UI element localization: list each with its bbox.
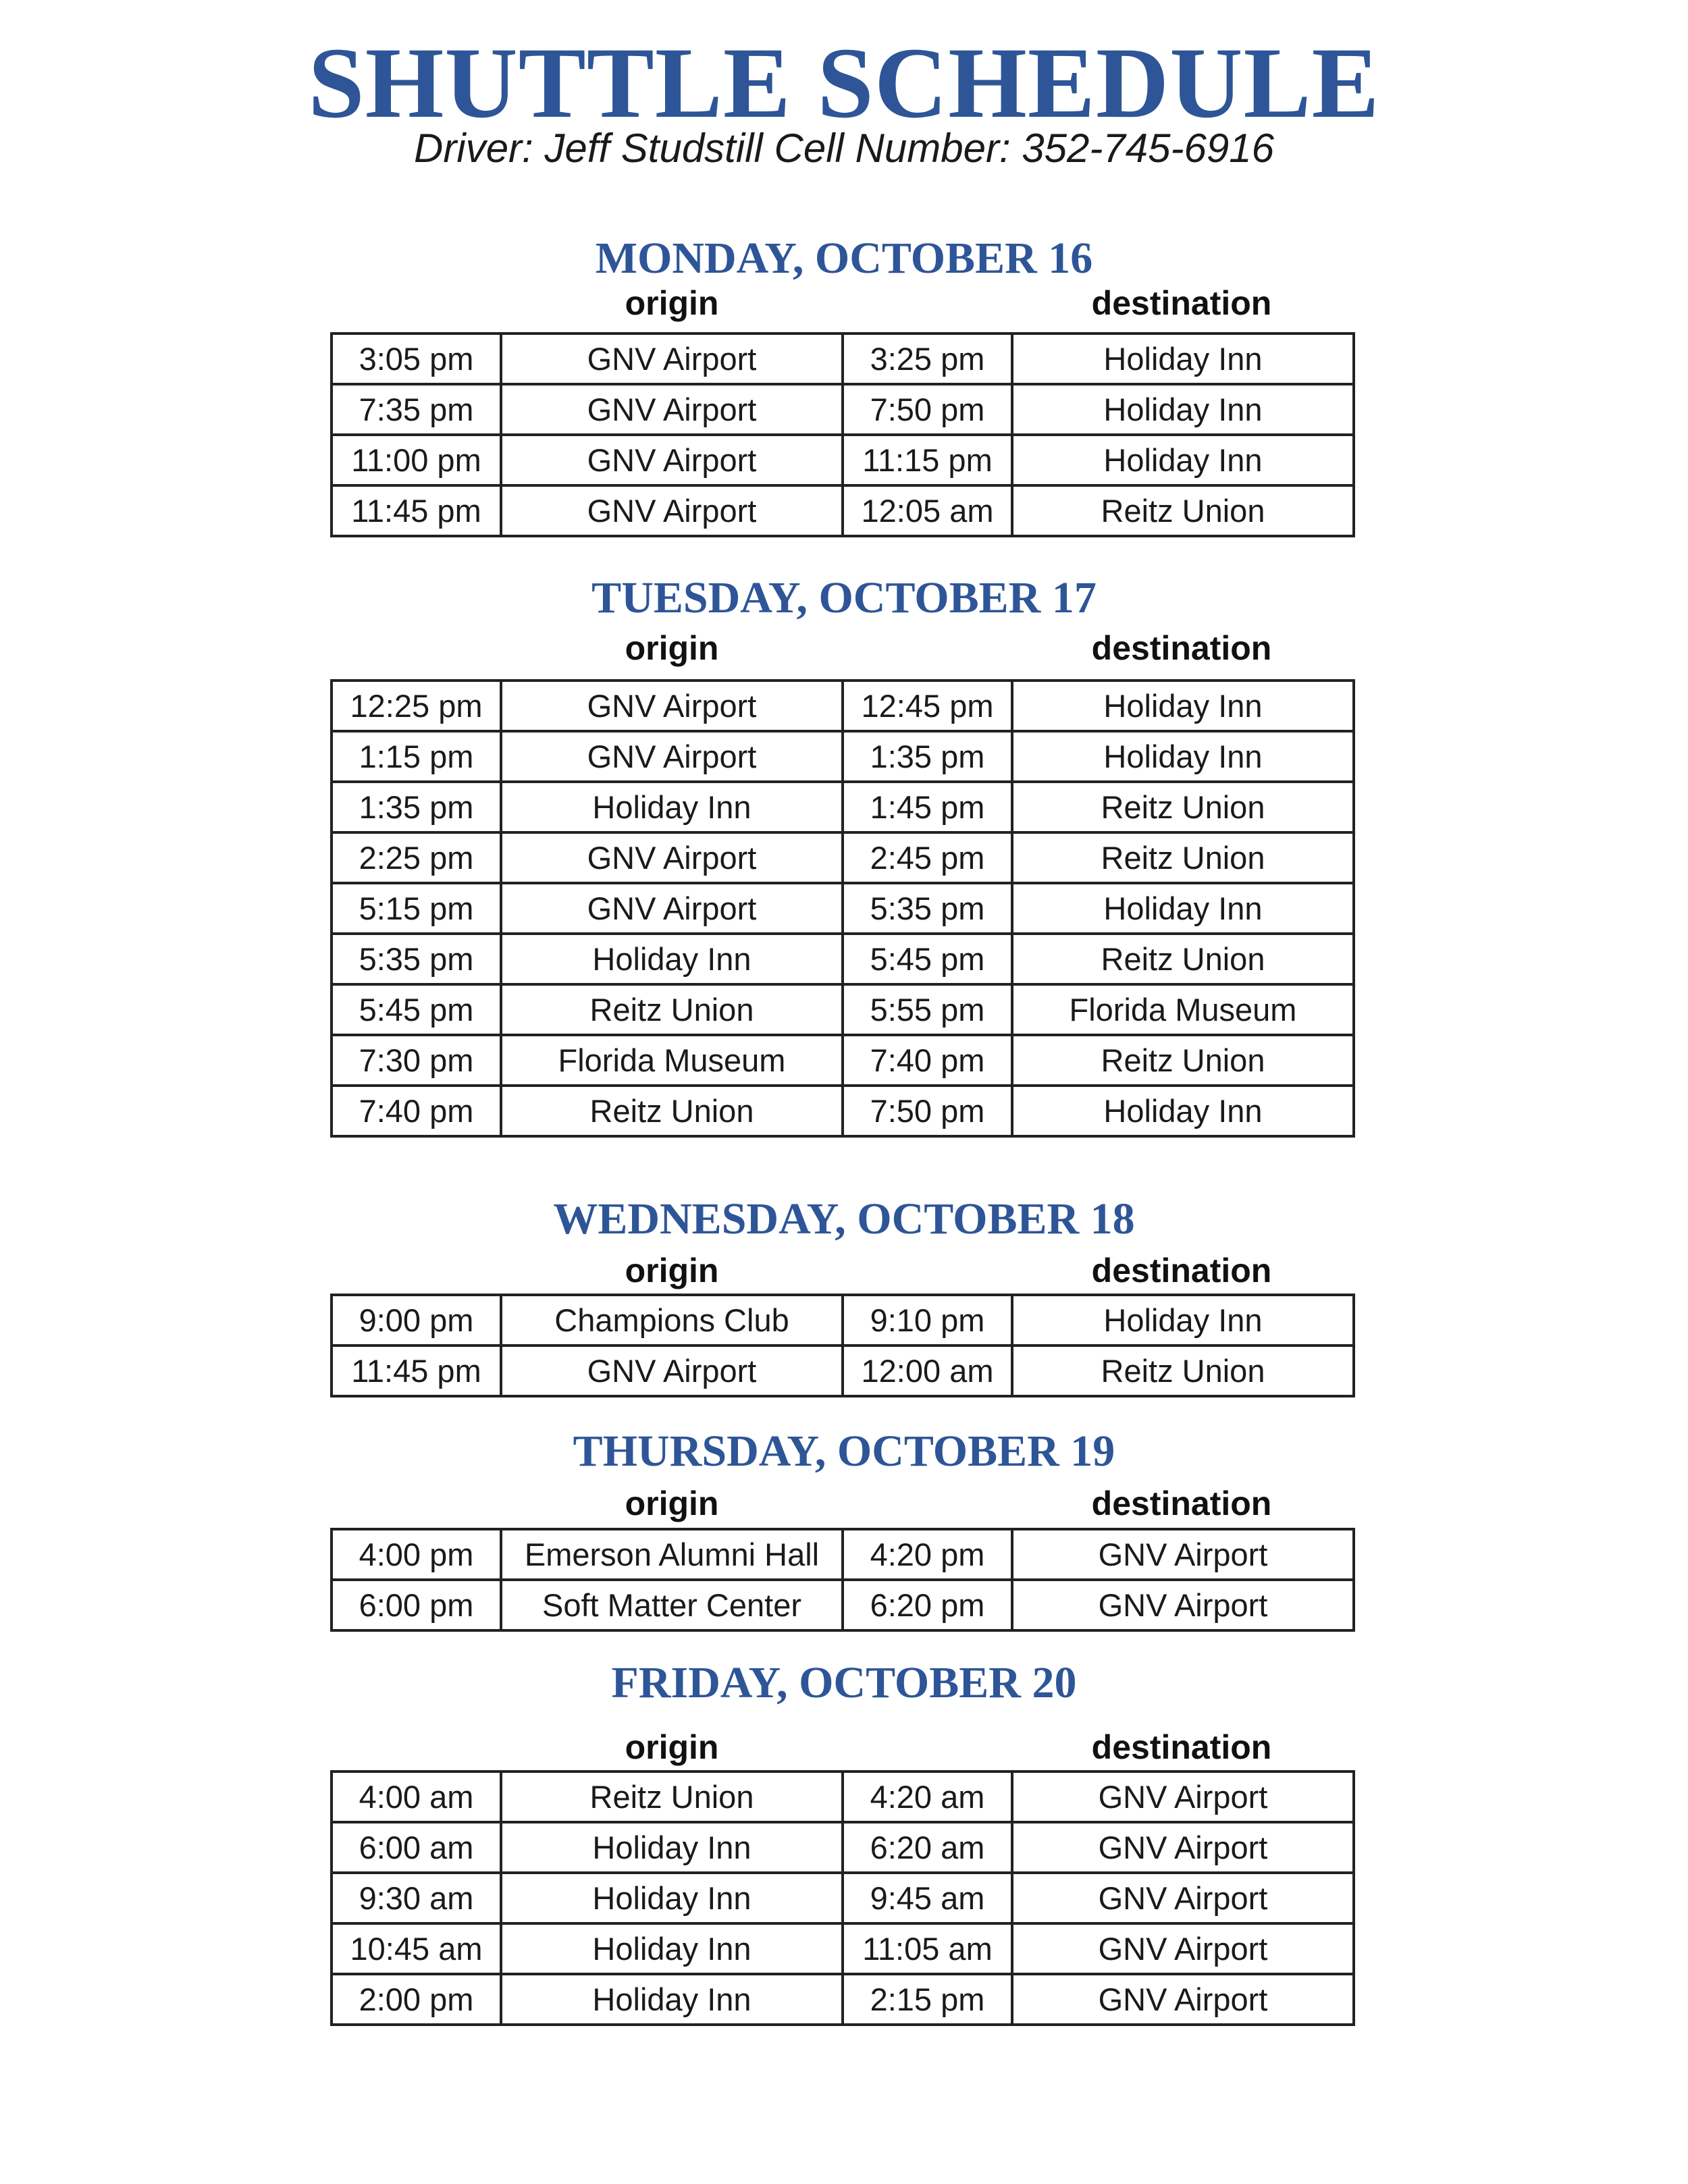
day-title: MONDAY, OCTOBER 16 [595, 234, 1093, 283]
arrive-time: 2:45 pm [843, 832, 1012, 883]
origin-cell: GNV Airport [501, 883, 843, 934]
destination-cell: Holiday Inn [1012, 731, 1354, 782]
depart-time: 9:30 am [332, 1873, 501, 1923]
depart-time: 1:35 pm [332, 782, 501, 832]
origin-cell: Holiday Inn [501, 1923, 843, 1974]
origin-cell: GNV Airport [501, 681, 843, 731]
table-row [332, 1035, 1354, 1086]
destination-cell: GNV Airport [1012, 1873, 1354, 1923]
day-title: WEDNESDAY, OCTOBER 18 [553, 1194, 1135, 1244]
table-row [332, 782, 1354, 832]
arrive-time: 12:05 am [843, 485, 1012, 536]
origin-header: origin [625, 1485, 719, 1522]
table-row [332, 435, 1354, 485]
day-title: TUESDAY, OCTOBER 17 [591, 573, 1097, 622]
destination-cell: Reitz Union [1012, 1346, 1354, 1396]
table-row [332, 883, 1354, 934]
destination-cell: GNV Airport [1012, 1529, 1354, 1580]
destination-cell: Reitz Union [1012, 485, 1354, 536]
origin-cell: Champions Club [501, 1295, 843, 1346]
destination-cell: Florida Museum [1012, 984, 1354, 1035]
day-title: THURSDAY, OCTOBER 19 [573, 1427, 1115, 1476]
destination-header: destination [1091, 1485, 1272, 1522]
table-row [332, 485, 1354, 536]
origin-header: origin [625, 629, 719, 667]
destination-cell: Holiday Inn [1012, 334, 1354, 384]
schedule-table [330, 679, 1355, 1138]
origin-cell: GNV Airport [501, 1346, 843, 1396]
origin-cell: Holiday Inn [501, 1822, 843, 1873]
origin-cell: GNV Airport [501, 731, 843, 782]
table-row [332, 1580, 1354, 1630]
table-row [332, 1822, 1354, 1873]
table-row [332, 731, 1354, 782]
depart-time: 5:15 pm [332, 883, 501, 934]
destination-cell: GNV Airport [1012, 1822, 1354, 1873]
table-row [332, 1529, 1354, 1580]
table-row [332, 384, 1354, 435]
depart-time: 3:05 pm [332, 334, 501, 384]
arrive-time: 3:25 pm [843, 334, 1012, 384]
depart-time: 1:15 pm [332, 731, 501, 782]
depart-time: 5:45 pm [332, 984, 501, 1035]
depart-time: 11:45 pm [332, 1346, 501, 1396]
depart-time: 6:00 am [332, 1822, 501, 1873]
driver-contact: Driver: Jeff Studstill Cell Number: 352-745-6916 [414, 126, 1274, 171]
destination-cell: Holiday Inn [1012, 1086, 1354, 1136]
origin-cell: Holiday Inn [501, 782, 843, 832]
arrive-time: 12:45 pm [843, 681, 1012, 731]
arrive-time: 4:20 pm [843, 1529, 1012, 1580]
schedule-table [330, 1294, 1355, 1397]
arrive-time: 7:50 pm [843, 1086, 1012, 1136]
origin-header: origin [625, 284, 719, 322]
destination-cell: Reitz Union [1012, 1035, 1354, 1086]
depart-time: 9:00 pm [332, 1295, 501, 1346]
origin-cell: Reitz Union [501, 1086, 843, 1136]
depart-time: 6:00 pm [332, 1580, 501, 1630]
origin-cell: Soft Matter Center [501, 1580, 843, 1630]
arrive-time: 6:20 am [843, 1822, 1012, 1873]
table-row [332, 1346, 1354, 1396]
origin-cell: Holiday Inn [501, 1873, 843, 1923]
origin-cell: Reitz Union [501, 984, 843, 1035]
depart-time: 11:45 pm [332, 485, 501, 536]
destination-cell: Holiday Inn [1012, 883, 1354, 934]
depart-time: 2:25 pm [332, 832, 501, 883]
arrive-time: 5:35 pm [843, 883, 1012, 934]
origin-cell: GNV Airport [501, 384, 843, 435]
arrive-time: 5:55 pm [843, 984, 1012, 1035]
destination-header: destination [1091, 1728, 1272, 1766]
origin-cell: Emerson Alumni Hall [501, 1529, 843, 1580]
table-row [332, 832, 1354, 883]
destination-cell: Reitz Union [1012, 934, 1354, 984]
depart-time: 5:35 pm [332, 934, 501, 984]
destination-cell: Holiday Inn [1012, 435, 1354, 485]
schedule-table [330, 1770, 1355, 2026]
arrive-time: 11:15 pm [843, 435, 1012, 485]
table-row [332, 1772, 1354, 1822]
origin-cell: GNV Airport [501, 832, 843, 883]
arrive-time: 2:15 pm [843, 1974, 1012, 2025]
depart-time: 4:00 pm [332, 1529, 501, 1580]
destination-header: destination [1091, 629, 1272, 667]
depart-time: 10:45 am [332, 1923, 501, 1974]
origin-cell: GNV Airport [501, 485, 843, 536]
schedule-table [330, 332, 1355, 537]
table-row [332, 1923, 1354, 1974]
arrive-time: 7:40 pm [843, 1035, 1012, 1086]
depart-time: 11:00 pm [332, 435, 501, 485]
origin-cell: GNV Airport [501, 435, 843, 485]
destination-cell: GNV Airport [1012, 1923, 1354, 1974]
arrive-time: 6:20 pm [843, 1580, 1012, 1630]
origin-cell: Holiday Inn [501, 1974, 843, 2025]
destination-header: destination [1091, 1252, 1272, 1289]
destination-header: destination [1091, 284, 1272, 322]
arrive-time: 11:05 am [843, 1923, 1012, 1974]
arrive-time: 4:20 am [843, 1772, 1012, 1822]
destination-cell: GNV Airport [1012, 1580, 1354, 1630]
table-row [332, 1295, 1354, 1346]
depart-time: 12:25 pm [332, 681, 501, 731]
origin-cell: Holiday Inn [501, 934, 843, 984]
table-row [332, 334, 1354, 384]
depart-time: 7:30 pm [332, 1035, 501, 1086]
destination-cell: Holiday Inn [1012, 1295, 1354, 1346]
table-row [332, 934, 1354, 984]
origin-header: origin [625, 1728, 719, 1766]
table-row [332, 1873, 1354, 1923]
arrive-time: 7:50 pm [843, 384, 1012, 435]
depart-time: 4:00 am [332, 1772, 501, 1822]
destination-cell: Holiday Inn [1012, 681, 1354, 731]
depart-time: 2:00 pm [332, 1974, 501, 2025]
arrive-time: 9:45 am [843, 1873, 1012, 1923]
arrive-time: 12:00 am [843, 1346, 1012, 1396]
page-title: SHUTTLE SCHEDULE [308, 27, 1380, 139]
destination-cell: GNV Airport [1012, 1974, 1354, 2025]
origin-header: origin [625, 1252, 719, 1289]
origin-cell: Reitz Union [501, 1772, 843, 1822]
arrive-time: 1:35 pm [843, 731, 1012, 782]
depart-time: 7:40 pm [332, 1086, 501, 1136]
depart-time: 7:35 pm [332, 384, 501, 435]
destination-cell: Reitz Union [1012, 782, 1354, 832]
day-title: FRIDAY, OCTOBER 20 [611, 1658, 1077, 1707]
arrive-time: 1:45 pm [843, 782, 1012, 832]
arrive-time: 9:10 pm [843, 1295, 1012, 1346]
destination-cell: Holiday Inn [1012, 384, 1354, 435]
destination-cell: Reitz Union [1012, 832, 1354, 883]
table-row [332, 1974, 1354, 2025]
table-row [332, 681, 1354, 731]
origin-cell: GNV Airport [501, 334, 843, 384]
table-row [332, 1086, 1354, 1136]
schedule-table [330, 1528, 1355, 1632]
destination-cell: GNV Airport [1012, 1772, 1354, 1822]
table-row [332, 984, 1354, 1035]
arrive-time: 5:45 pm [843, 934, 1012, 984]
origin-cell: Florida Museum [501, 1035, 843, 1086]
